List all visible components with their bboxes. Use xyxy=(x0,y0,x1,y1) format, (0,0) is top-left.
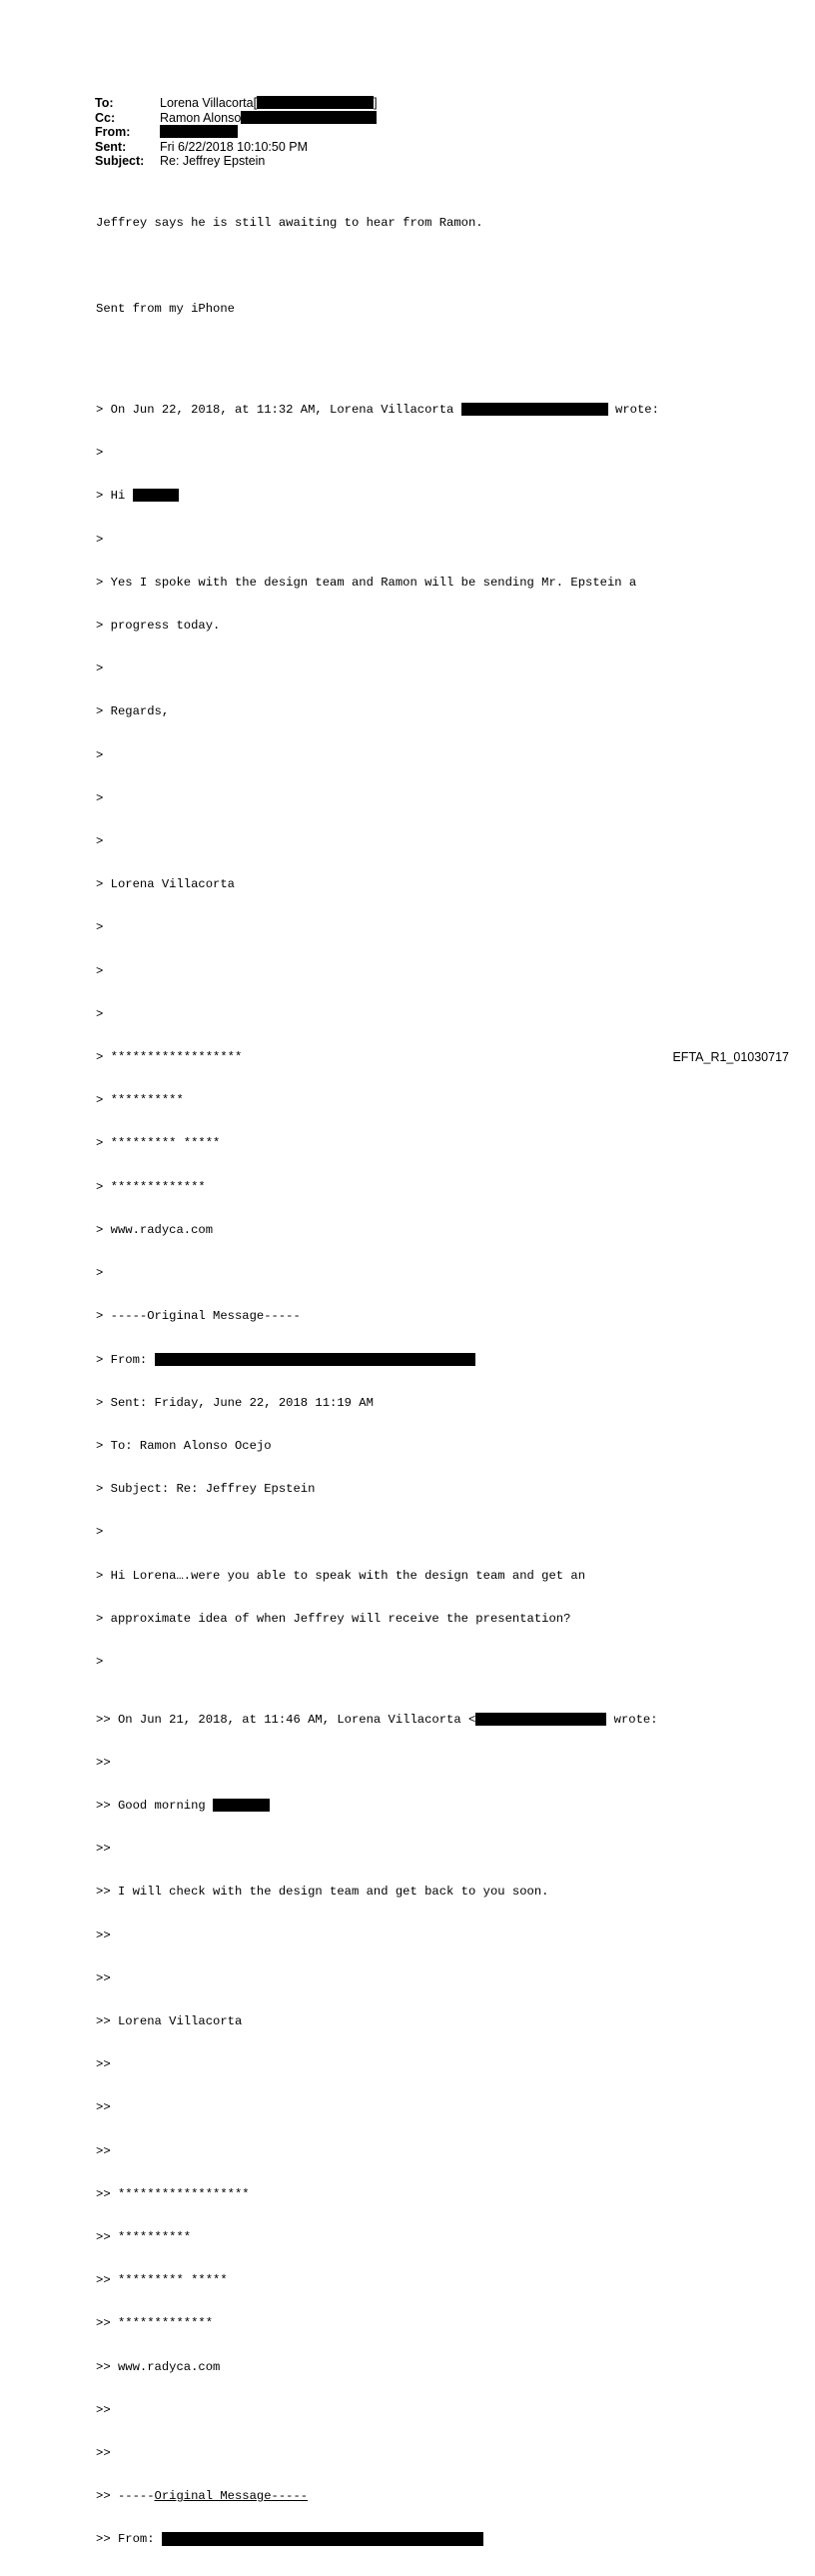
nested-quote-line: >> xyxy=(96,1970,111,1985)
subject-label: Subject: xyxy=(95,154,145,169)
website-text: >> www.radyca.com xyxy=(96,2359,221,2374)
to-name: Lorena Villacorta[ xyxy=(160,96,258,110)
email-body xyxy=(96,187,659,2576)
quote-line: > xyxy=(96,834,104,849)
quote-on-text: > On Jun 22, 2018, at 11:32 AM, Lorena Villacorta xyxy=(96,403,461,418)
nested-quote-line: >> xyxy=(96,2100,111,2115)
from-text: >> From: xyxy=(96,2532,162,2547)
quote-header-line xyxy=(96,403,659,417)
quote-line: > xyxy=(96,920,104,935)
cc-label: Cc: xyxy=(95,110,116,125)
original-message-divider xyxy=(96,2489,659,2503)
quote-line: > ********** xyxy=(96,1093,184,1108)
divider-suffix: ----- xyxy=(271,2489,309,2504)
quote-subject-line: > Subject: Re: Jeffrey Epstein xyxy=(96,1482,316,1497)
nested-quote-line: >> xyxy=(96,1928,111,1942)
website-text: > www.radyca.com xyxy=(96,1222,214,1237)
nested-quote-header-line xyxy=(96,1713,659,1727)
to-label: To: xyxy=(95,96,114,110)
divider-prefix: >> ----- xyxy=(96,2489,155,2504)
quote-to-line: > To: Ramon Alonso Ocejo xyxy=(96,1438,272,1453)
quote-line: > xyxy=(96,532,104,547)
original-message-divider: > -----Original Message----- xyxy=(96,1309,301,1324)
blank-line xyxy=(96,345,659,359)
redaction-block xyxy=(213,1799,270,1812)
quote-line: > xyxy=(96,1266,104,1281)
redaction-block xyxy=(155,1353,475,1366)
quote-line: > xyxy=(96,446,104,461)
quote-line: > xyxy=(96,790,104,805)
quote-line: > Yes I spoke with the design team and Ramon will be sending Mr. Epstein a xyxy=(96,575,637,590)
quote-sent-line: > Sent: Friday, June 22, 2018 11:19 AM xyxy=(96,1395,374,1410)
quote-wrote-text: wrote: xyxy=(606,1712,658,1727)
subject-value: Re: Jeffrey Epstein xyxy=(160,154,266,169)
blank-line xyxy=(96,259,659,273)
quote-line xyxy=(96,489,659,503)
redaction-block xyxy=(160,125,238,138)
from-text: > From: xyxy=(96,1352,155,1367)
nested-quote-line: >> xyxy=(96,2057,111,2072)
quote-line: > ****************** xyxy=(96,1050,243,1065)
nested-quote-line: >> ****************** xyxy=(96,2186,250,2201)
quote-line: > xyxy=(96,747,104,762)
sent-value: Fri 6/22/2018 10:10:50 PM xyxy=(160,139,309,154)
greeting-text: >> Good morning xyxy=(96,1798,214,1813)
redaction-block xyxy=(162,2532,483,2546)
nested-quote-line: >> xyxy=(96,2445,111,2460)
divider-title: Original Message xyxy=(154,2489,272,2504)
nested-quote-line: >> I will check with the design team and get back to you soon. xyxy=(96,1885,549,1900)
quote-line: > xyxy=(96,1654,104,1669)
to-close-bracket: ] xyxy=(374,96,378,110)
sent-label: Sent: xyxy=(95,139,127,154)
quote-line: > xyxy=(96,1525,104,1540)
redaction-block xyxy=(475,1713,606,1726)
to-value xyxy=(160,96,378,111)
quote-line: > Hi Lorena….were you able to speak with the design team and get an xyxy=(96,1568,586,1583)
nested-quote-line: >> ************* xyxy=(96,2316,214,2331)
redaction-block xyxy=(241,111,377,124)
quote-line: > xyxy=(96,963,104,978)
quote-line: > ********* ***** xyxy=(96,1136,221,1151)
nested-quote-from-line xyxy=(96,2532,659,2546)
greeting-text: > Hi xyxy=(96,489,133,504)
nested-quote-line: >> xyxy=(96,2402,111,2417)
quote-line: > ************* xyxy=(96,1179,206,1194)
redaction-block xyxy=(133,489,179,502)
quote-line: > xyxy=(96,1006,104,1021)
nested-quote-line: >> xyxy=(96,1755,111,1770)
cc-value xyxy=(160,111,377,126)
quote-line: > Lorena Villacorta xyxy=(96,877,235,892)
nested-quote-line xyxy=(96,1799,659,1813)
nested-quote-line: >> ********** xyxy=(96,2229,192,2244)
quote-from-line xyxy=(96,1353,659,1367)
body-line: Jeffrey says he is still awaiting to hear from Ramon. xyxy=(96,215,483,230)
body-line: Sent from my iPhone xyxy=(96,302,235,317)
quote-line: > xyxy=(96,661,104,676)
from-value xyxy=(160,125,238,140)
nested-quote-line: >> xyxy=(96,1842,111,1857)
nested-quote-line: >> Lorena Villacorta xyxy=(96,2013,243,2028)
nested-quote-line: >> xyxy=(96,2143,111,2158)
quote-wrote-text: wrote: xyxy=(607,403,659,418)
quote-line: > progress today. xyxy=(96,619,221,634)
quote-on-text: >> On Jun 21, 2018, at 11:46 AM, Lorena Villacorta < xyxy=(96,1712,476,1727)
cc-name: Ramon Alonso xyxy=(160,110,242,125)
quote-line: > approximate idea of when Jeffrey will receive the presentation? xyxy=(96,1611,571,1626)
quote-line: > Regards, xyxy=(96,704,170,719)
document-id: EFTA_R1_01030717 xyxy=(672,1050,789,1064)
redaction-block xyxy=(461,403,608,416)
nested-quote-line: >> ********* ***** xyxy=(96,2273,228,2288)
from-label: From: xyxy=(95,125,131,140)
redaction-block xyxy=(257,96,374,109)
